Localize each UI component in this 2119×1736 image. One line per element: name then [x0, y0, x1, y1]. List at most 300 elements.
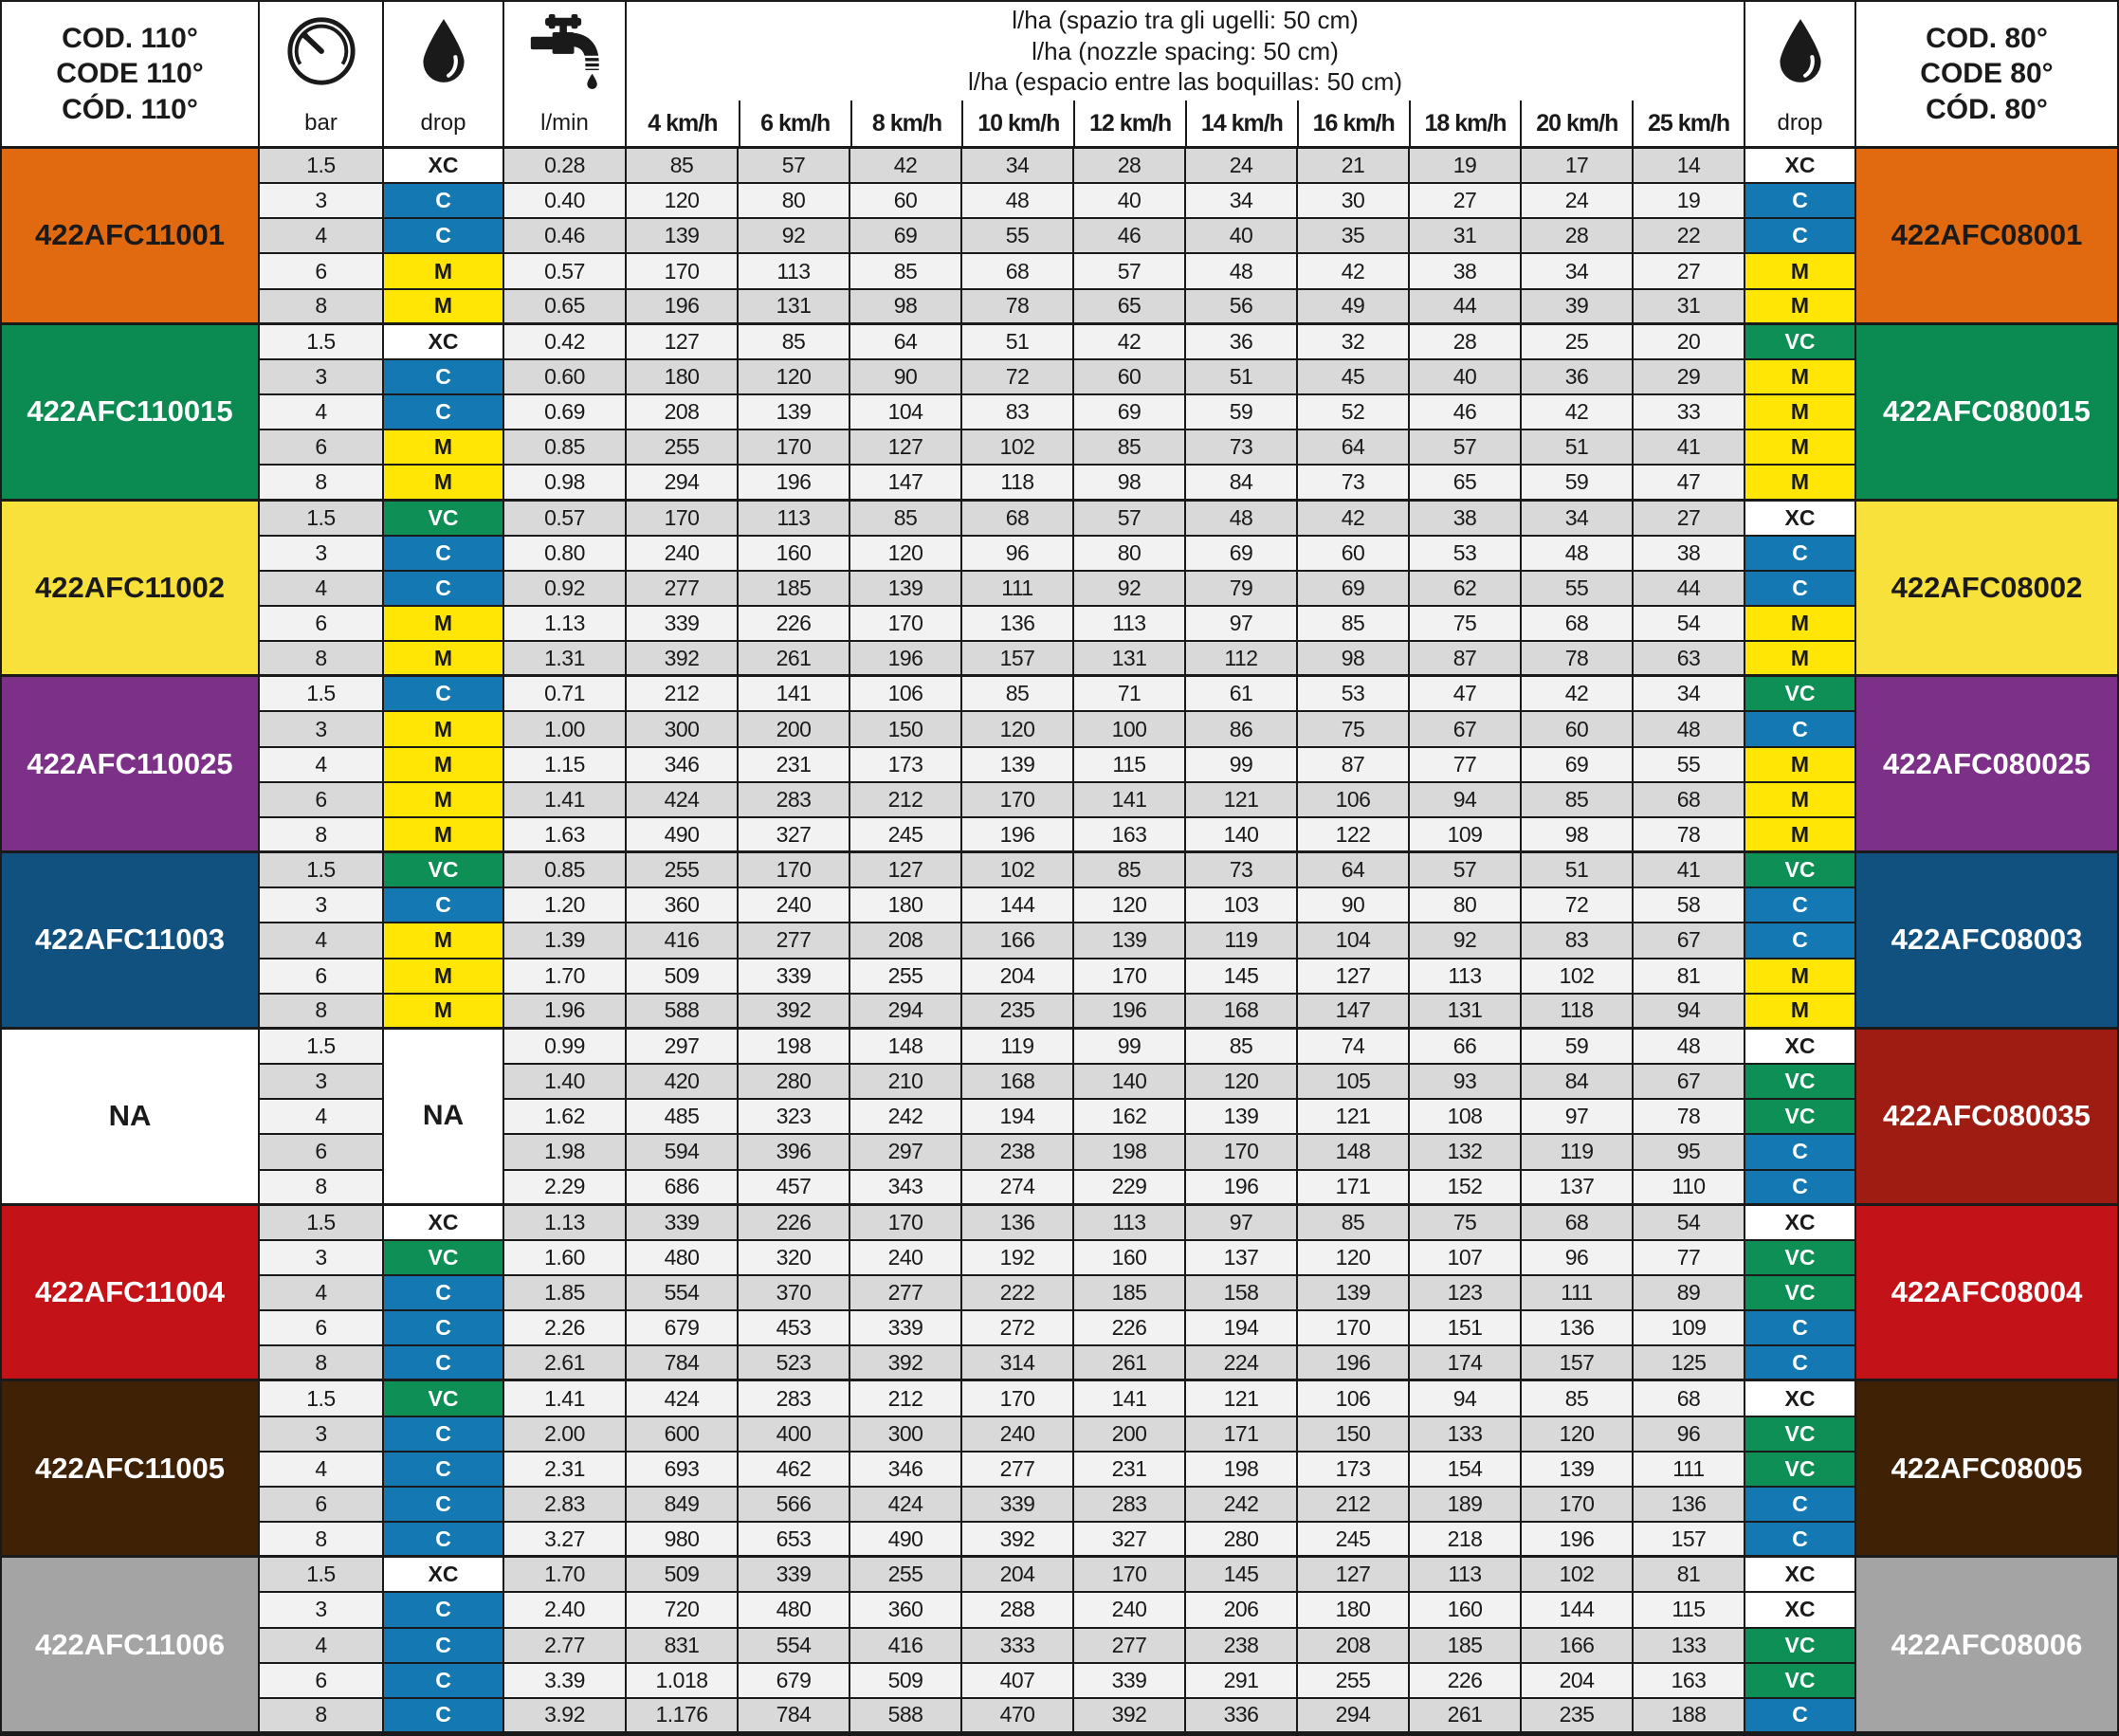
lha-value-cell: 34: [1634, 677, 1745, 712]
lha-value-cell: 60: [850, 184, 962, 219]
lha-value-cell: 242: [850, 1100, 962, 1135]
speed-header-18-km-h: 18 km/h: [1409, 101, 1521, 146]
bar-header-label: bar: [304, 110, 338, 136]
lha-value-cell: 157: [1522, 1346, 1634, 1381]
lha-value-cell: 95: [1634, 1135, 1745, 1170]
lha-value-cell: 113: [1410, 959, 1522, 995]
lha-value-cell: 59: [1522, 1030, 1634, 1065]
lha-value-cell: 105: [1298, 1065, 1410, 1100]
flow-cell: 2.31: [504, 1453, 627, 1488]
lha-value-cell: 170: [962, 1381, 1074, 1416]
lha-value-cell: 171: [1186, 1417, 1298, 1453]
lha-value-cell: 72: [1522, 888, 1634, 923]
lha-value-cell: 170: [1522, 1488, 1634, 1523]
bar-cell: 8: [260, 642, 384, 677]
lha-value-cell: 163: [1634, 1664, 1745, 1699]
lha-value-cell: 222: [962, 1276, 1074, 1311]
speed-header-25-km-h: 25 km/h: [1632, 101, 1744, 146]
lha-value-cell: 212: [1298, 1488, 1410, 1523]
lha-value-cell: 277: [962, 1453, 1074, 1488]
lha-value-cell: 170: [1074, 1558, 1186, 1593]
lha-value-cell: 204: [962, 959, 1074, 995]
lha-value-cell: 62: [1410, 572, 1522, 607]
lha-value-cell: 523: [739, 1346, 850, 1381]
drop-left-cell: C: [384, 1523, 504, 1558]
lha-value-cell: 136: [962, 1206, 1074, 1241]
lha-value-cell: 240: [739, 888, 850, 923]
lha-value-cell: 19: [1410, 149, 1522, 184]
lha-value-cell: 831: [627, 1629, 739, 1664]
lha-value-cell: 44: [1634, 572, 1745, 607]
lha-value-cell: 65: [1410, 466, 1522, 501]
bar-cell: 6: [260, 1311, 384, 1346]
lha-value-cell: 74: [1298, 1030, 1410, 1065]
lha-value-cell: 92: [1074, 572, 1186, 607]
lha-value-cell: 212: [627, 677, 739, 712]
lha-value-cell: 280: [739, 1065, 850, 1100]
lha-value-cell: 980: [627, 1523, 739, 1558]
right-code-cell: 422AFC080015: [1856, 325, 2117, 502]
lha-value-cell: 320: [739, 1241, 850, 1276]
flow-cell: 3.92: [504, 1699, 627, 1734]
drop-left-header: [384, 2, 504, 149]
lha-value-cell: 158: [1186, 1276, 1298, 1311]
lha-value-cell: 77: [1410, 748, 1522, 783]
lha-value-cell: 42: [1522, 677, 1634, 712]
drop-right-cell: XC: [1745, 149, 1856, 184]
lha-value-cell: 424: [627, 1381, 739, 1416]
bar-cell: 4: [260, 572, 384, 607]
bar-cell: 1.5: [260, 502, 384, 537]
lha-value-cell: 294: [850, 995, 962, 1030]
lha-value-cell: 38: [1410, 254, 1522, 289]
lha-value-cell: 122: [1298, 818, 1410, 853]
lha-value-cell: 212: [850, 1381, 962, 1416]
drop-right-cell: C: [1745, 184, 1856, 219]
lha-value-cell: 470: [962, 1699, 1074, 1734]
drop-right-cell: VC: [1745, 1417, 1856, 1453]
lha-value-cell: 127: [850, 853, 962, 888]
lha-value-cell: 42: [850, 149, 962, 184]
lha-value-cell: 170: [739, 430, 850, 466]
lha-value-cell: 25: [1522, 325, 1634, 360]
right-code-cell: 422AFC08005: [1856, 1381, 2117, 1558]
lha-value-cell: 84: [1522, 1065, 1634, 1100]
lha-value-cell: 294: [1298, 1699, 1410, 1734]
lha-value-cell: 98: [1298, 642, 1410, 677]
bar-cell: 3: [260, 184, 384, 219]
flow-cell: 1.41: [504, 783, 627, 818]
lha-value-cell: 255: [850, 959, 962, 995]
lha-value-cell: 80: [1410, 888, 1522, 923]
bar-cell: 1.5: [260, 677, 384, 712]
drop-right-cell: M: [1745, 959, 1856, 995]
lha-value-cell: 160: [739, 537, 850, 572]
drop-right-cell: M: [1745, 466, 1856, 501]
lha-value-cell: 133: [1410, 1417, 1522, 1453]
lha-value-cell: 113: [739, 502, 850, 537]
lha-value-cell: 148: [1298, 1135, 1410, 1170]
drop-right-cell: VC: [1745, 1664, 1856, 1699]
lha-value-cell: 327: [1074, 1523, 1186, 1558]
lha-value-cell: 41: [1634, 853, 1745, 888]
lha-value-cell: 69: [1074, 395, 1186, 430]
lha-value-cell: 51: [1522, 430, 1634, 466]
lha-value-cell: 245: [850, 818, 962, 853]
lha-value-cell: 109: [1410, 818, 1522, 853]
lha-value-cell: 424: [850, 1488, 962, 1523]
lha-value-cell: 720: [627, 1593, 739, 1628]
lha-value-cell: 44: [1410, 290, 1522, 325]
drop-right-cell: C: [1745, 1699, 1856, 1734]
lha-value-cell: 86: [1186, 712, 1298, 747]
drop-left-cell: M: [384, 430, 504, 466]
lha-value-cell: 554: [627, 1276, 739, 1311]
lha-value-cell: 283: [1074, 1488, 1186, 1523]
drop-left-cell: M: [384, 923, 504, 959]
lha-value-cell: 33: [1634, 395, 1745, 430]
lha-value-cell: 111: [962, 572, 1074, 607]
drop-right-cell: C: [1745, 219, 1856, 254]
drop-left-cell: C: [384, 1629, 504, 1664]
lha-value-cell: 173: [1298, 1453, 1410, 1488]
lha-value-cell: 79: [1186, 572, 1298, 607]
lha-value-cell: 120: [627, 184, 739, 219]
lha-value-cell: 34: [1522, 254, 1634, 289]
lha-value-cell: 69: [1522, 748, 1634, 783]
lha-value-cell: 53: [1410, 537, 1522, 572]
drop-right-cell: M: [1745, 995, 1856, 1030]
drop-right-header-label: drop: [1777, 110, 1823, 136]
lha-value-cell: 97: [1186, 607, 1298, 642]
flow-cell: 1.70: [504, 1558, 627, 1593]
lha-value-cell: 392: [739, 995, 850, 1030]
lha-value-cell: 31: [1410, 219, 1522, 254]
lha-value-cell: 261: [1410, 1699, 1522, 1734]
lha-value-cell: 64: [1298, 430, 1410, 466]
lha-value-cell: 71: [1074, 677, 1186, 712]
lha-value-cell: 85: [1522, 783, 1634, 818]
drop-left-cell: XC: [384, 149, 504, 184]
bar-cell: 8: [260, 818, 384, 853]
lha-value-cell: 104: [1298, 923, 1410, 959]
lha-value-cell: 35: [1298, 219, 1410, 254]
flow-cell: 0.69: [504, 395, 627, 430]
lha-value-cell: 38: [1410, 502, 1522, 537]
lha-value-cell: 196: [1522, 1523, 1634, 1558]
lha-value-cell: 229: [1074, 1171, 1186, 1206]
drop-right-cell: XC: [1745, 1030, 1856, 1065]
lha-value-cell: 85: [1522, 1381, 1634, 1416]
lha-value-cell: 370: [739, 1276, 850, 1311]
lha-value-cell: 139: [1186, 1100, 1298, 1135]
lha-value-cell: 392: [1074, 1699, 1186, 1734]
lha-value-cell: 653: [739, 1523, 850, 1558]
right-code-cell: 422AFC08001: [1856, 149, 2117, 325]
flow-cell: 2.26: [504, 1311, 627, 1346]
lha-value-cell: 64: [1298, 853, 1410, 888]
lha-value-cell: 360: [850, 1593, 962, 1628]
bar-cell: 8: [260, 1346, 384, 1381]
lha-value-cell: 36: [1186, 325, 1298, 360]
drop-right-cell: C: [1745, 1135, 1856, 1170]
lha-value-cell: 53: [1298, 677, 1410, 712]
drop-left-cell: XC: [384, 1558, 504, 1593]
lha-value-cell: 198: [739, 1030, 850, 1065]
lha-value-cell: 96: [962, 537, 1074, 572]
lha-value-cell: 480: [627, 1241, 739, 1276]
lha-value-cell: 85: [1186, 1030, 1298, 1065]
lha-value-cell: 139: [627, 219, 739, 254]
flow-cell: 0.57: [504, 502, 627, 537]
drop-right-cell: M: [1745, 360, 1856, 395]
lha-value-cell: 170: [962, 783, 1074, 818]
lha-value-cell: 68: [1634, 1381, 1745, 1416]
lha-value-cell: 48: [962, 184, 1074, 219]
lha-value-cell: 131: [1410, 995, 1522, 1030]
lha-value-cell: 196: [1298, 1346, 1410, 1381]
lha-value-cell: 113: [1074, 607, 1186, 642]
flow-cell: 2.00: [504, 1417, 627, 1453]
lha-value-cell: 784: [739, 1699, 850, 1734]
lha-value-cell: 54: [1634, 1206, 1745, 1241]
flow-cell: 3.39: [504, 1664, 627, 1699]
lha-value-cell: 291: [1186, 1664, 1298, 1699]
speed-header-14-km-h: 14 km/h: [1185, 101, 1297, 146]
lha-value-cell: 480: [739, 1593, 850, 1628]
lha-value-cell: 34: [962, 149, 1074, 184]
lha-value-cell: 185: [739, 572, 850, 607]
lha-value-cell: 102: [962, 853, 1074, 888]
bar-cell: 1.5: [260, 325, 384, 360]
lha-value-cell: 188: [1634, 1699, 1745, 1734]
flow-cell: 0.98: [504, 466, 627, 501]
lha-value-cell: 196: [627, 290, 739, 325]
lha-value-cell: 96: [1522, 1241, 1634, 1276]
lha-value-cell: 48: [1186, 254, 1298, 289]
lha-value-cell: 154: [1410, 1453, 1522, 1488]
lha-value-cell: 277: [850, 1276, 962, 1311]
lha-value-cell: 139: [1522, 1453, 1634, 1488]
lha-value-cell: 277: [627, 572, 739, 607]
lha-value-cell: 162: [1074, 1100, 1186, 1135]
lha-value-cell: 57: [1410, 430, 1522, 466]
lha-value-cell: 21: [1298, 149, 1410, 184]
lha-title: l/ha (spazio tra gli ugelli: 50 cm) l/ha (nozzle spacing: 50 cm) l/ha (espacio entre las boquillas: 50 cm): [967, 6, 1403, 97]
lha-value-cell: 118: [1522, 995, 1634, 1030]
flow-cell: 1.70: [504, 959, 627, 995]
drop-left-cell: C: [384, 1488, 504, 1523]
lha-value-cell: 98: [1522, 818, 1634, 853]
drop-right-header: [1745, 2, 1856, 149]
right-code-header: COD. 80° CODE 80° CÓD. 80°: [1856, 2, 2117, 149]
lha-value-cell: 242: [1186, 1488, 1298, 1523]
lha-value-cell: 194: [1186, 1311, 1298, 1346]
lha-value-cell: 224: [1186, 1346, 1298, 1381]
lha-value-cell: 120: [850, 537, 962, 572]
lha-value-cell: 28: [1410, 325, 1522, 360]
lha-value-cell: 59: [1522, 466, 1634, 501]
lha-value-cell: 75: [1410, 607, 1522, 642]
lha-value-cell: 588: [850, 1699, 962, 1734]
lha-value-cell: 170: [739, 853, 850, 888]
drop-right-cell: M: [1745, 430, 1856, 466]
lha-value-cell: 204: [962, 1558, 1074, 1593]
lha-value-cell: 180: [1298, 1593, 1410, 1628]
lha-value-cell: 92: [739, 219, 850, 254]
lha-value-cell: 55: [1634, 748, 1745, 783]
lha-value-cell: 127: [1298, 959, 1410, 995]
lha-value-cell: 679: [627, 1311, 739, 1346]
drop-left-cell: M: [384, 607, 504, 642]
lha-value-cell: 170: [850, 1206, 962, 1241]
lha-value-cell: 97: [1186, 1206, 1298, 1241]
lha-value-cell: 145: [1186, 959, 1298, 995]
lha-value-cell: 509: [627, 1558, 739, 1593]
drop-right-cell: M: [1745, 748, 1856, 783]
lha-value-cell: 280: [1186, 1523, 1298, 1558]
lha-value-cell: 300: [850, 1417, 962, 1453]
lha-value-cell: 277: [1074, 1629, 1186, 1664]
lha-value-cell: 85: [962, 677, 1074, 712]
flow-cell: 1.85: [504, 1276, 627, 1311]
lha-value-cell: 38: [1634, 537, 1745, 572]
lha-value-cell: 208: [1298, 1629, 1410, 1664]
lha-value-cell: 245: [1298, 1523, 1410, 1558]
drop-right-cell: XC: [1745, 502, 1856, 537]
lha-value-cell: 67: [1410, 712, 1522, 747]
lha-value-cell: 94: [1410, 783, 1522, 818]
lha-value-cell: 48: [1522, 537, 1634, 572]
lha-value-cell: 120: [1522, 1417, 1634, 1453]
lha-value-cell: 194: [962, 1100, 1074, 1135]
bar-cell: 1.5: [260, 1381, 384, 1416]
drop-left-cell: VC: [384, 853, 504, 888]
lha-value-cell: 36: [1522, 360, 1634, 395]
lha-value-cell: 283: [739, 783, 850, 818]
lha-value-cell: 145: [1186, 1558, 1298, 1593]
lha-value-cell: 509: [850, 1664, 962, 1699]
lha-value-cell: 336: [1186, 1699, 1298, 1734]
lha-value-cell: 60: [1074, 360, 1186, 395]
drop-left-cell: C: [384, 677, 504, 712]
lha-value-cell: 68: [962, 502, 1074, 537]
lha-value-cell: 137: [1186, 1241, 1298, 1276]
lha-value-cell: 554: [739, 1629, 850, 1664]
lha-value-cell: 93: [1410, 1065, 1522, 1100]
drop-left-cell: VC: [384, 1241, 504, 1276]
flow-cell: 1.60: [504, 1241, 627, 1276]
drop-right-cell: VC: [1745, 1629, 1856, 1664]
lha-value-cell: 46: [1410, 395, 1522, 430]
flow-cell: 2.29: [504, 1171, 627, 1206]
lha-value-cell: 226: [1410, 1664, 1522, 1699]
lha-value-cell: 77: [1634, 1241, 1745, 1276]
drop-right-cell: VC: [1745, 325, 1856, 360]
flow-cell: 0.42: [504, 325, 627, 360]
lha-value-cell: 139: [1298, 1276, 1410, 1311]
lha-value-cell: 170: [850, 607, 962, 642]
lha-value-cell: 48: [1186, 502, 1298, 537]
drop-left-cell: C: [384, 1346, 504, 1381]
lha-value-cell: 160: [1410, 1593, 1522, 1628]
lha-value-cell: 150: [850, 712, 962, 747]
lha-value-cell: 120: [739, 360, 850, 395]
lha-value-cell: 339: [1074, 1664, 1186, 1699]
lha-value-cell: 102: [962, 430, 1074, 466]
bar-cell: 8: [260, 1171, 384, 1206]
lha-value-cell: 120: [1074, 888, 1186, 923]
lha-value-cell: 127: [627, 325, 739, 360]
drop-left-cell: XC: [384, 325, 504, 360]
lha-value-cell: 148: [850, 1030, 962, 1065]
lha-value-cell: 416: [627, 923, 739, 959]
lha-value-cell: 78: [1634, 818, 1745, 853]
speed-header-4-km-h: 4 km/h: [648, 109, 718, 137]
bar-cell: 3: [260, 1417, 384, 1453]
drop-left-header-label: drop: [420, 110, 466, 136]
lha-value-cell: 68: [1522, 1206, 1634, 1241]
lha-value-cell: 85: [627, 149, 739, 184]
drop-right-cell: VC: [1745, 853, 1856, 888]
bar-cell: 8: [260, 290, 384, 325]
bar-cell: 8: [260, 1523, 384, 1558]
drop-right-cell: C: [1745, 888, 1856, 923]
lha-value-cell: 65: [1074, 290, 1186, 325]
lha-value-cell: 83: [962, 395, 1074, 430]
lha-value-cell: 81: [1634, 959, 1745, 995]
lha-value-cell: 42: [1074, 325, 1186, 360]
lha-value-cell: 196: [850, 642, 962, 677]
lha-value-cell: 84: [1186, 466, 1298, 501]
lha-value-cell: 73: [1186, 853, 1298, 888]
bar-cell: 6: [260, 783, 384, 818]
pressure-gauge-icon: [260, 2, 382, 101]
flow-cell: 1.40: [504, 1065, 627, 1100]
drop-left-cell: C: [384, 537, 504, 572]
lha-value-cell: 139: [739, 395, 850, 430]
lha-value-cell: 150: [1298, 1417, 1410, 1453]
flow-cell: 0.65: [504, 290, 627, 325]
drop-left-cell: C: [384, 219, 504, 254]
lha-value-cell: 396: [739, 1135, 850, 1170]
lha-value-cell: 61: [1186, 677, 1298, 712]
lha-value-cell: 192: [962, 1241, 1074, 1276]
right-code-cell: 422AFC08002: [1856, 502, 2117, 678]
drop-icon: [384, 2, 502, 101]
bar-cell: 4: [260, 1453, 384, 1488]
lha-value-cell: 60: [1522, 712, 1634, 747]
bar-cell: 4: [260, 1276, 384, 1311]
bar-cell: 6: [260, 959, 384, 995]
lha-value-cell: 166: [1522, 1629, 1634, 1664]
lha-value-cell: 112: [1186, 642, 1298, 677]
drop-right-cell: XC: [1745, 1558, 1856, 1593]
lha-value-cell: 226: [1074, 1311, 1186, 1346]
lha-value-cell: 600: [627, 1417, 739, 1453]
lha-value-cell: 240: [627, 537, 739, 572]
left-code-cell: 422AFC110015: [2, 325, 260, 502]
lha-value-cell: 104: [850, 395, 962, 430]
lha-value-cell: 17: [1522, 149, 1634, 184]
lha-value-cell: 45: [1298, 360, 1410, 395]
lha-value-cell: 170: [1186, 1135, 1298, 1170]
drop-right-cell: M: [1745, 254, 1856, 289]
lha-value-cell: 73: [1298, 466, 1410, 501]
lha-value-cell: 73: [1186, 430, 1298, 466]
lha-value-cell: 121: [1298, 1100, 1410, 1135]
lha-value-cell: 20: [1634, 325, 1745, 360]
